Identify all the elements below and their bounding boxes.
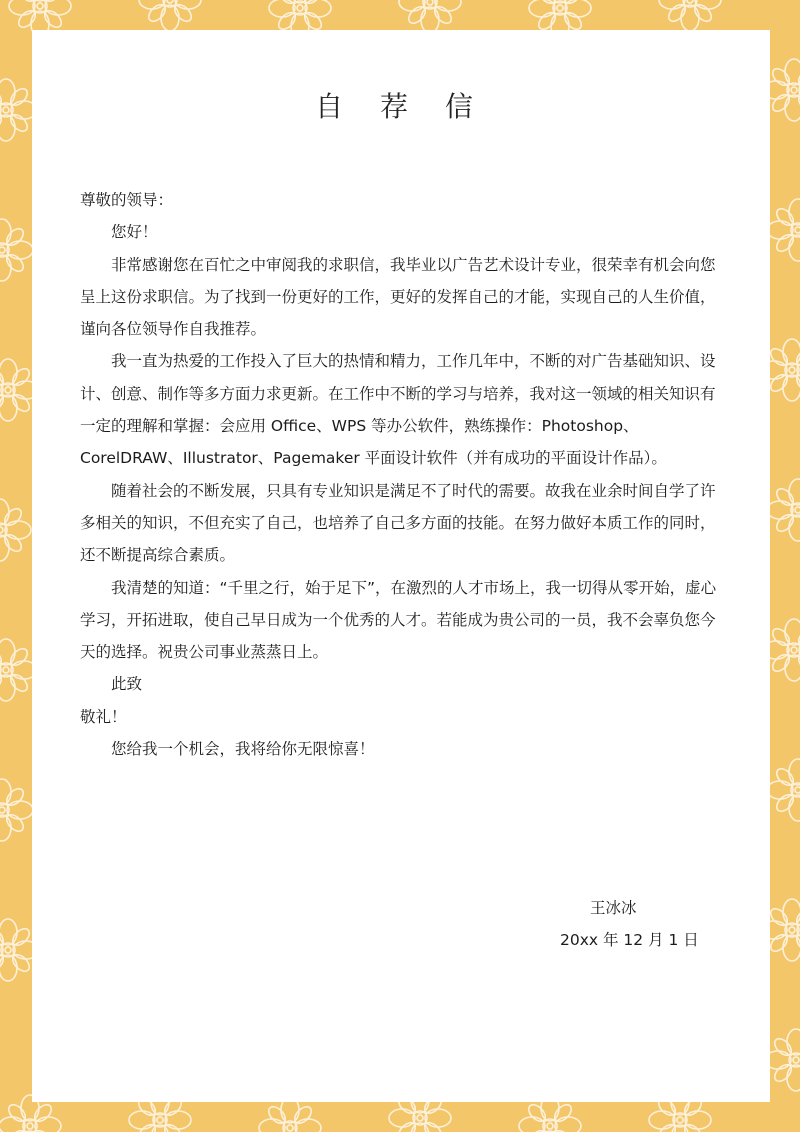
closing-jing-li: 敬礼！	[80, 707, 127, 726]
paragraph-2: 我一直为热爱的工作投入了巨大的热情和精力，工作几年中，不断的对广告基础知识、设计、创意、制作等多方面力求更新。在工作中不断的学习与培养，我对这一领域的相关知识有一定的理解和掌握：会应用 Office、WPS 等办公软件，熟练操作：Photoshop、CorelDRAW、Illustrator、Pagemaker 平面设计软件（并有成功的平面设计作品）。	[80, 352, 716, 468]
signature-date: 20xx 年 12 月 1 日	[560, 931, 699, 949]
letter-title: 自 荐 信	[315, 90, 487, 123]
paragraph-3: 随着社会的不断发展，只具有专业知识是满足不了时代的需要。故我在业余时间自学了许多相关的知识，不但充实了自己，也培养了自己多方面的技能。在努力做好本质工作的同时，还不断提高综合素质。	[80, 481, 716, 565]
signature-name: 王冰冰	[590, 899, 637, 917]
signature-block	[560, 892, 710, 956]
closing-remark: 您给我一个机会，我将给你无限惊喜！	[111, 740, 375, 759]
paragraph-1: 非常感谢您在百忙之中审阅我的求职信，我毕业以广告艺术设计专业，很荣幸有机会向您呈上这份求职信。为了找到一份更好的工作，更好的发挥自己的才能，实现自己的人生价值，谨向各位领导作自我推荐。	[80, 255, 716, 339]
greeting: 您好！	[111, 223, 158, 242]
paragraph-4: 我清楚的知道：“千里之行，始于足下”，在激烈的人才市场上，我一切得从零开始，虚心学习，开拓进取，使自己早日成为一个优秀的人才。若能成为贵公司的一员，我不会辜负您今天的选择。祝贵公司事业蒸蒸日上。	[80, 578, 717, 662]
letter-body	[80, 184, 728, 765]
letter-paper	[32, 30, 770, 1102]
closing-ci-zhi: 此致	[111, 675, 143, 694]
salutation: 尊敬的领导：	[80, 191, 174, 209]
